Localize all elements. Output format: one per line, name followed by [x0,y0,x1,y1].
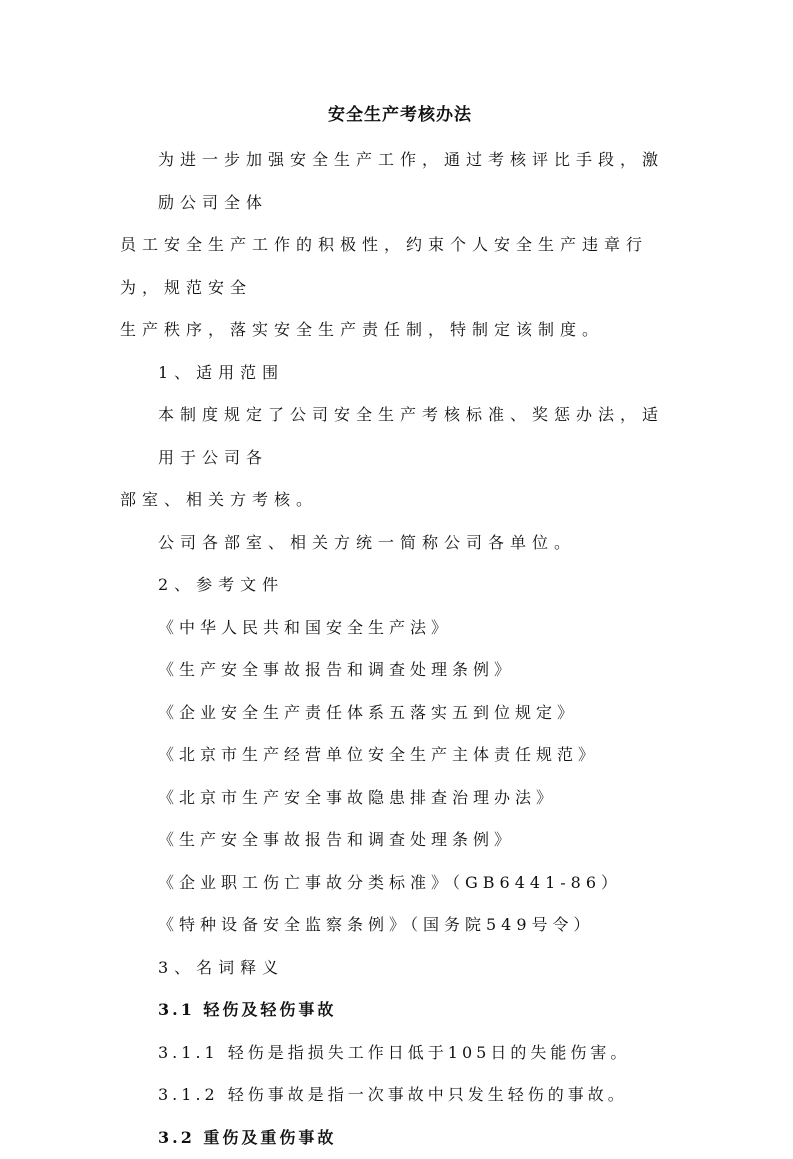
reference-item: 《北京市生产安全事故隐患排查治理办法》 [120,777,680,820]
section-heading: 2、参考文件 [120,564,680,607]
reference-item: 《企业职工伤亡事故分类标准》（GB6441-86） [120,862,680,905]
paragraph-line: 本制度规定了公司安全生产考核标准、奖惩办法，适用于公司各 [120,394,680,479]
paragraph-line: 公司各部室、相关方统一简称公司各单位。 [120,522,680,565]
paragraph-line: 部室、相关方考核。 [120,479,680,522]
paragraph-line: 为进一步加强安全生产工作，通过考核评比手段，激励公司全体 [120,139,680,224]
paragraph-line: 员工安全生产工作的积极性，约束个人安全生产违章行为，规范安全 [120,224,680,309]
document-title: 安全生产考核办法 [120,97,680,139]
reference-item: 《企业安全生产责任体系五落实五到位规定》 [120,692,680,735]
reference-item: 《中华人民共和国安全生产法》 [120,607,680,650]
paragraph-line: 3.1.1 轻伤是指损失工作日低于105日的失能伤害。 [120,1032,680,1075]
document-page [120,97,680,1159]
paragraph-line: 3.1.2 轻伤事故是指一次事故中只发生轻伤的事故。 [120,1074,680,1117]
reference-item: 《北京市生产经营单位安全生产主体责任规范》 [120,734,680,777]
section-heading: 1、适用范围 [120,352,680,395]
reference-item: 《生产安全事故报告和调查处理条例》 [120,649,680,692]
subsection-heading: 3.1 轻伤及轻伤事故 [120,989,680,1032]
section-heading: 3、名词释义 [120,947,680,990]
paragraph-line: 生产秩序，落实安全生产责任制，特制定该制度。 [120,309,680,352]
subsection-heading: 3.2 重伤及重伤事故 [120,1117,680,1159]
reference-item: 《生产安全事故报告和调查处理条例》 [120,819,680,862]
reference-item: 《特种设备安全监察条例》（国务院549号令） [120,904,680,947]
